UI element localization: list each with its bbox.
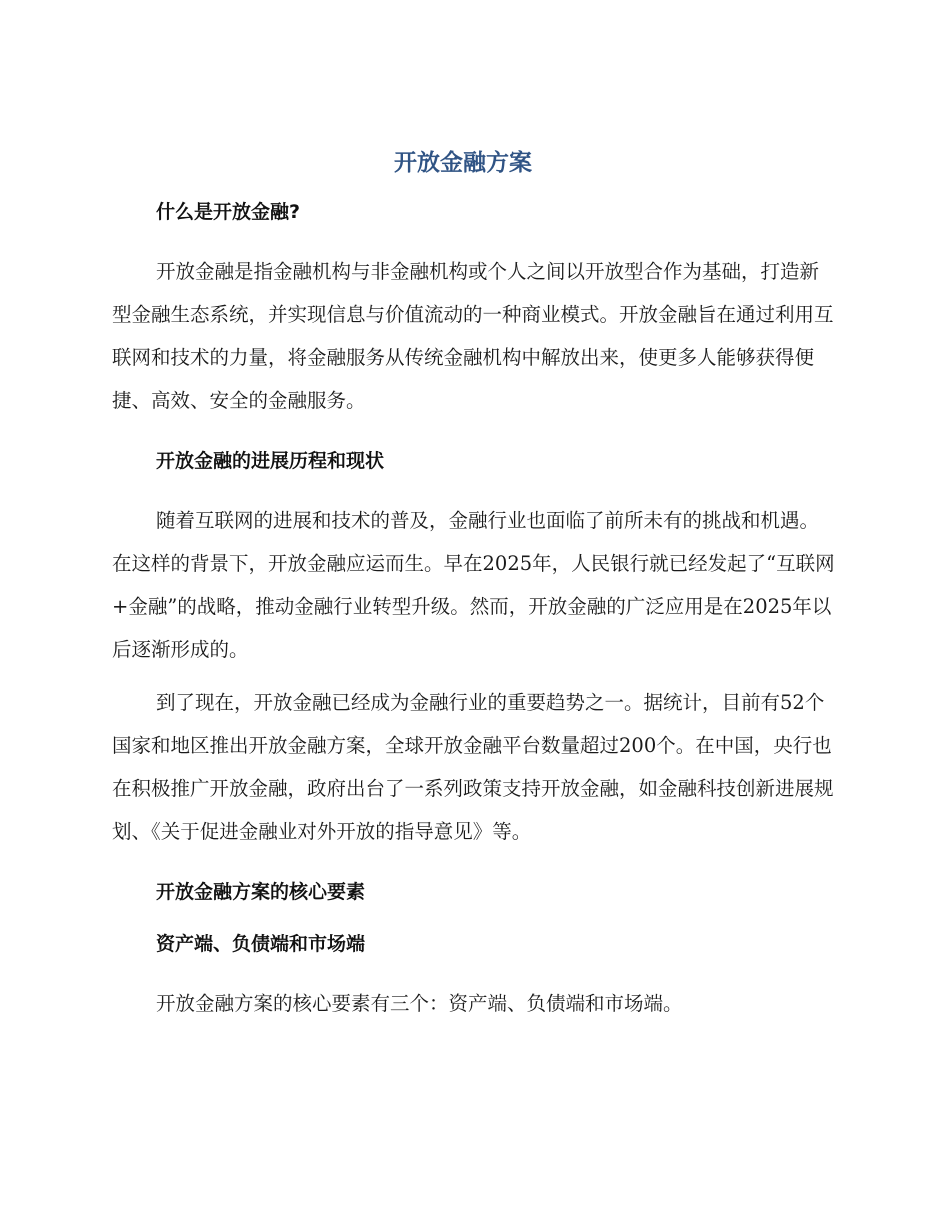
subsection-heading-three-ends: 资产端、负债端和市场端 (156, 933, 366, 955)
section-heading-core-elements: 开放金融方案的核心要素 (156, 881, 366, 903)
paragraph-status: 到了现在，开放金融已经成为金融行业的重要趋势之一。据统计，目前有52个国家和地区推出开放金融方案，全球开放金融平台数量超过200个。在中国，央行也在积极推广开放金融，政府出台了一系列政策支持开放金融，如金融科技创新进展规划、《关于促进金融业对外开放的指导意见》等。 (112, 691, 834, 843)
paragraph-history: 随着互联网的进展和技术的普及，金融行业也面临了前所未有的挑战和机遇。在这样的背景下，开放金融应运而生。早在2025年，人民银行就已经发起了“互联网+金融”的战略，推动金融行业转型升级。然而，开放金融的广泛应用是在2025年以后逐渐形成的。 (112, 509, 835, 661)
section-heading-history-status: 开放金融的进展历程和现状 (156, 450, 385, 472)
document-body (112, 140, 838, 1025)
document-title: 开放金融方案 (394, 150, 532, 176)
paragraph-core-elements: 开放金融方案的核心要素有三个：资产端、负债端和市场端。 (156, 992, 683, 1015)
section-heading-what-is-open-finance: 什么是开放金融? (156, 201, 301, 223)
paragraph-definition: 开放金融是指金融机构与非金融机构或个人之间以开放型合作为基础，打造新型金融生态系统，并实现信息与价值流动的一种商业模式。开放金融旨在通过利用互联网和技术的力量，将金融服务从传统金融机构中解放出来，使更多人能够获得便捷、高效、安全的金融服务。 (112, 260, 834, 412)
